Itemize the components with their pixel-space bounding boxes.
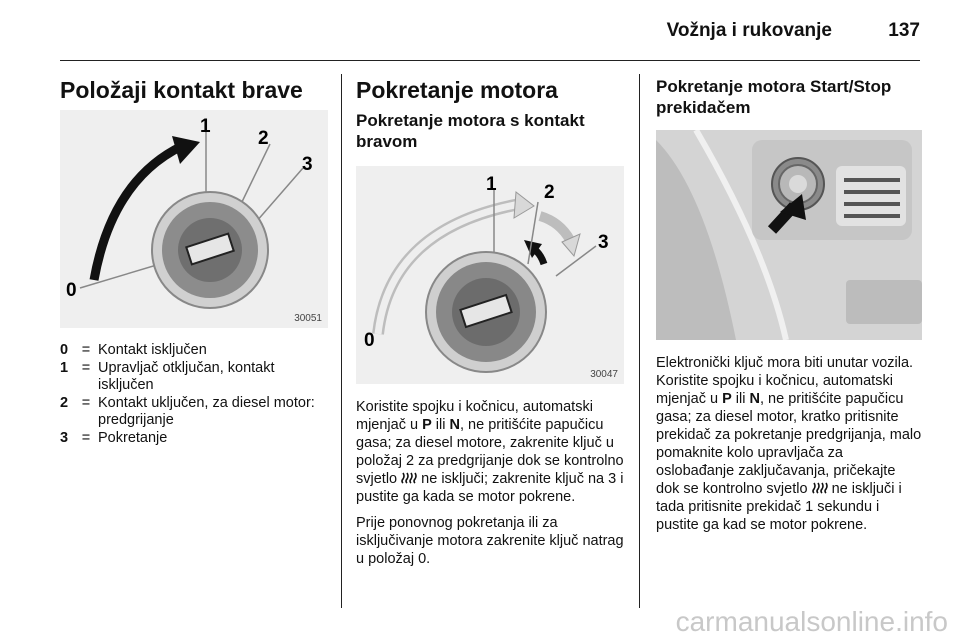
start-stop-heading: Pokretanje motora Start/Stop prekidačem [656,77,892,117]
start-stop-illustration [656,130,922,340]
legend-equals: = [81,429,91,446]
figure-label-1: 1 [200,116,211,137]
column-engine-start [356,76,624,576]
engine-start-heading: Pokretanje motora [356,77,558,103]
legend-equals: = [81,359,91,376]
legend-number: 2 [60,394,69,411]
legend-text: Upravljač otključan, kontakt isključen [98,359,275,393]
legend-list [60,342,328,447]
figure-label-2: 2 [544,182,555,203]
legend-item [60,430,328,448]
legend-text: Kontakt isključen [98,342,207,358]
page-number: 137 [888,20,920,41]
column-divider [639,74,640,608]
ignition-positions-heading: Položaji kontakt brave [60,77,303,103]
figure-label-0: 0 [364,330,375,351]
legend-text: Pokretanje [98,429,168,446]
legend-item [60,395,328,430]
figure-label-3: 3 [302,154,313,175]
figure-label-2: 2 [258,128,269,149]
ignition-switch-illustration [60,110,328,328]
legend-number: 1 [60,359,69,376]
figure-number: 30051 [294,313,322,324]
figure-label-3: 3 [598,232,609,253]
legend-item [60,342,328,360]
watermark: carmanualsonline.info [675,606,948,637]
ignition-start-paragraph: Koristite spojku i kočnicu, automatski mjenjač u P ili N, ne pritišćite papučicu gasa; za diesel motore, zakrenite ključ u položaj 2 za predgrijanje dok se kontrolno svjetlo ne isključi; zakrenite ključ na 3 i pustite ga kada se motor pokrene. [356,399,624,505]
legend-text: Kontakt uključen, za diesel motor: predgrijanje [98,394,315,428]
start-stop-figure [656,130,922,340]
ignition-start-figure [356,166,624,384]
section-title: Vožnja i rukovanje [666,20,832,41]
figure-label-1: 1 [486,174,497,195]
column-ignition-positions [60,76,328,447]
ignition-start-illustration [356,166,624,384]
legend-number: 3 [60,429,69,446]
glow-plug-icon [812,481,828,494]
glow-plug-icon [401,471,417,484]
legend-equals: = [81,394,91,411]
legend-number: 0 [60,342,69,358]
column-start-stop [656,76,922,542]
figure-number: 30047 [590,369,618,380]
legend-equals: = [81,342,91,358]
ignition-switch-figure [60,110,328,328]
restart-paragraph: Prije ponovnog pokretanja ili za isključivanje motora zakrenite ključ natrag u položaj 0. [356,515,624,567]
ignition-start-subheading: Pokretanje motora s kontakt bravom [356,111,585,151]
figure-label-0: 0 [66,280,77,301]
column-divider [341,74,342,608]
start-stop-paragraph: Elektronički ključ mora biti unutar vozila. Koristite spojku i kočnicu, automatski mjenjač u P ili N, ne pritišćite papučicu gasa; za diesel motor, kratko pritisnite prekidač za pokretanje predgrijanja, malo pomaknite kolo upravljača za oslobađanje zaključavanja, pričekajte dok se kontrolno svjetlo ne isključi i tada pritisnite prekidač 1 sekundu i pustite ga kad se motor pokrene. [656,355,922,533]
page-header [60,16,920,61]
legend-item [60,360,328,395]
